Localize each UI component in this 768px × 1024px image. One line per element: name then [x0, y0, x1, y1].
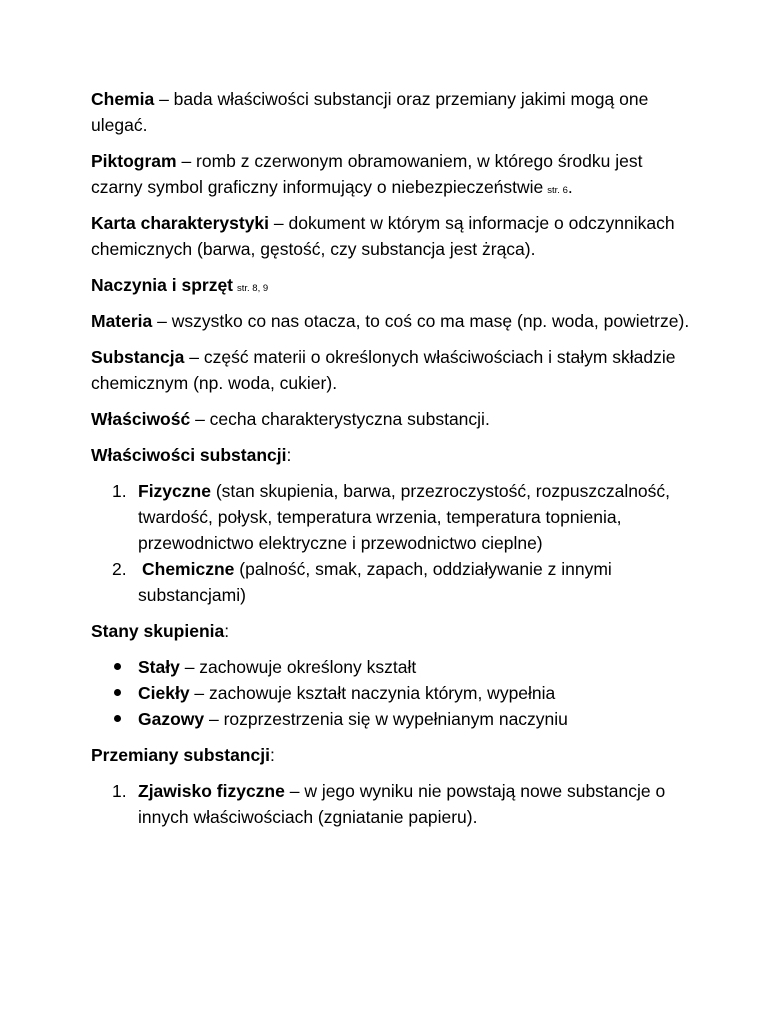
- term: Naczynia i sprzęt: [91, 275, 233, 295]
- list-item: [91, 680, 691, 706]
- bullet-icon: [114, 689, 121, 696]
- transformations-list: [91, 778, 691, 830]
- term: Piktogram: [91, 151, 177, 171]
- page-reference: str. 8, 9: [237, 283, 269, 294]
- definition-chemia: [91, 86, 691, 138]
- definition-text: – część materii o określonych właściwościach i stałym składzie chemicznym (np. woda, cukier).: [91, 347, 676, 393]
- definition-suffix: .: [567, 177, 573, 197]
- heading-text: Przemiany substancji: [91, 745, 270, 765]
- list-number: 1.: [112, 781, 127, 801]
- term: Właściwość: [91, 409, 191, 429]
- definition-piktogram: [91, 148, 691, 200]
- definition-text: – romb z czerwonym obramowaniem, w którego środku jest czarny symbol graficzny informujący o niebezpieczeństwie: [91, 151, 643, 197]
- definition-text: – cecha charakterystyczna substancji.: [190, 409, 490, 429]
- item-text: – zachowuje kształt naczynia którym, wypełnia: [189, 683, 556, 703]
- states-list: [91, 654, 691, 732]
- list-item: [91, 478, 691, 556]
- item-text: (palność, smak, zapach, oddziaływanie z innymi substancjami): [138, 559, 612, 605]
- definition-naczynia-i-sprzet: [91, 272, 691, 298]
- definition-text: – wszystko co nas otacza, to coś co ma masę (np. woda, powietrze).: [152, 311, 690, 331]
- definition-text: – dokument w którym są informacje o odczynnikach chemicznych (barwa, gęstość, czy substancja jest żrąca).: [91, 213, 675, 259]
- definition-wlasciwosc: [91, 406, 691, 432]
- list-item: [91, 556, 691, 608]
- heading-text: Właściwości substancji: [91, 445, 287, 465]
- heading-colon: :: [286, 445, 292, 465]
- list-number: 1.: [112, 481, 127, 501]
- section-heading-przemiany: [91, 742, 691, 768]
- heading-text: Stany skupienia: [91, 621, 225, 641]
- definition-substancja: [91, 344, 691, 396]
- list-item: [91, 654, 691, 680]
- term: Ciekły: [138, 683, 190, 703]
- term: Chemia: [91, 89, 155, 109]
- heading-colon: :: [224, 621, 230, 641]
- item-text: – zachowuje określony kształt: [179, 657, 417, 677]
- term: Zjawisko fizyczne: [138, 781, 285, 801]
- item-text: – rozprzestrzenia się w wypełnianym naczyniu: [204, 709, 568, 729]
- term: Gazowy: [138, 709, 205, 729]
- term: Karta charakterystyki: [91, 213, 270, 233]
- bullet-icon: [114, 663, 121, 670]
- section-heading-wlasciwosci: [91, 442, 691, 468]
- term: Stały: [138, 657, 180, 677]
- definition-text: – bada właściwości substancji oraz przemiany jakimi mogą one ulegać.: [91, 89, 649, 135]
- bullet-icon: [114, 715, 121, 722]
- term: Substancja: [91, 347, 185, 367]
- definition-karta-charakterystyki: [91, 210, 691, 262]
- term: Materia: [91, 311, 153, 331]
- item-text: – w jego wyniku nie powstają nowe substancje o innych właściwościach (zgniatanie papieru).: [138, 781, 666, 827]
- page-reference: str. 6: [547, 185, 568, 196]
- document-body: [91, 86, 691, 840]
- term: Chemiczne: [142, 559, 235, 579]
- list-number: 2.: [112, 559, 127, 579]
- heading-colon: :: [269, 745, 275, 765]
- list-item: [91, 778, 691, 830]
- properties-list: [91, 478, 691, 608]
- section-heading-stany-skupienia: [91, 618, 691, 644]
- list-item: [91, 706, 691, 732]
- definition-materia: [91, 308, 691, 334]
- term: Fizyczne: [138, 481, 211, 501]
- item-text: (stan skupienia, barwa, przezroczystość, rozpuszczalność, twardość, połysk, temperatura wrzenia, temperatura topnienia, przewodnictwo elektryczne i przewodnictwo cieplne): [138, 481, 671, 553]
